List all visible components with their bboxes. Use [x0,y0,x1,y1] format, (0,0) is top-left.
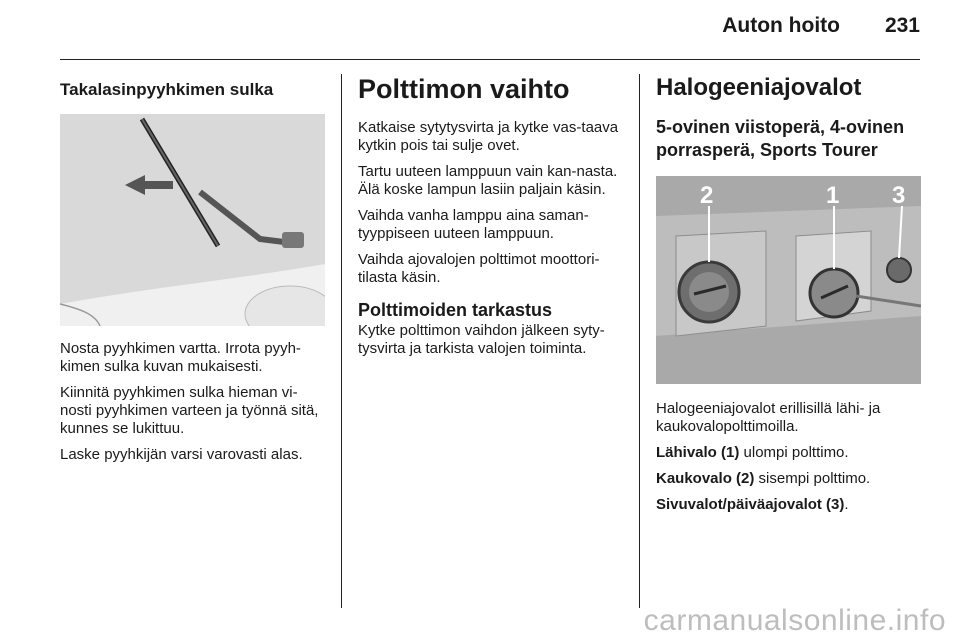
item-high-beam [656,470,921,488]
column-halogen-headlights [656,70,921,522]
subheading-body-styles: 5-ovinen viistoperä, 4-ovinen porrasperä, Sports Tourer [656,117,905,160]
paragraph: Vaihda vanha lamppu aina saman-tyyppiseen uuteen lamppuun. [358,207,589,242]
paragraph: Kytke polttimon vaihdon jälkeen syty-tysvirta ja tarkista valojen toiminta. [358,322,605,357]
column-divider-left [341,74,342,608]
column-rear-wiper [60,70,325,472]
figure-label-2: 2 [700,182,714,209]
section-heading-halogen: Halogeeniajovalot [656,74,862,101]
paragraph: Vaihda ajovalojen polttimot moottori-tilasta käsin. [358,251,600,286]
headlight-figure [656,176,921,384]
paragraph: Nosta pyyhkimen vartta. Irrota pyyh-kimen sulka kuvan mukaisesti. [60,340,301,375]
column-bulb-replacement [358,70,623,366]
section-heading-rear-wiper: Takalasinpyyhkimen sulka [60,80,274,99]
paragraph: Halogeeniajovalot erillisillä lähi- ja kaukovalopolttimoilla. [656,400,881,435]
term-desc: sisempi polttimo. [754,470,871,487]
watermark: carmanualsonline.info [643,604,946,637]
paragraph: Laske pyyhkijän varsi varovasti alas. [60,446,303,463]
term-desc: . [844,496,849,513]
term-desc: ulompi polttimo. [739,444,849,461]
term: Kaukovalo (2) [656,470,755,487]
figure-label-1: 1 [826,182,840,209]
column-divider-right [639,74,640,608]
header-rule [60,59,920,60]
term: Sivuvalot/päiväajovalot (3) [656,496,845,513]
subheading-bulb-check: Polttimoiden tarkastus [358,300,553,320]
paragraph: Katkaise sytytysvirta ja kytke vas-taava kytkin pois tai sulje ovet. [358,119,619,154]
section-heading-bulb-replacement: Polttimon vaihto [358,74,570,104]
item-side-lights [656,496,921,514]
rear-wiper-figure [60,114,325,326]
paragraph: Tartu uuteen lamppuun vain kan-nasta. Älä koske lampun lasiin paljain käsin. [358,163,618,198]
item-low-beam [656,444,921,462]
header-title: Auton hoito [722,14,840,37]
page-number: 231 [884,14,920,37]
paragraph: Kiinnitä pyyhkimen sulka hieman vi-nosti pyyhkimen varteen ja työnnä sitä, kunnes se lukittuu. [60,384,319,437]
figure-label-3: 3 [892,182,906,209]
term: Lähivalo (1) [656,444,740,461]
